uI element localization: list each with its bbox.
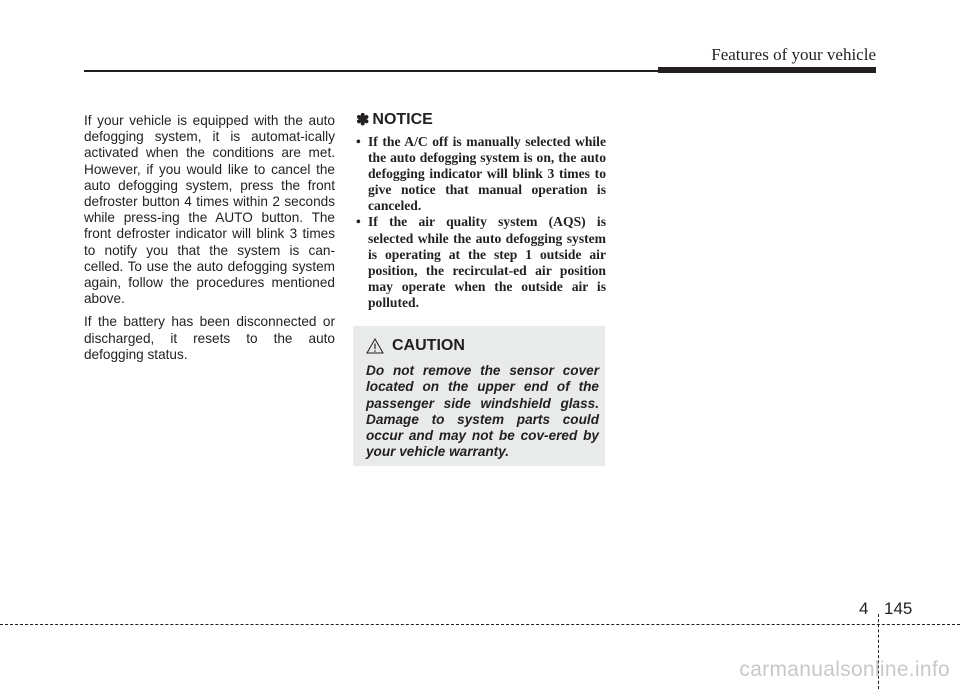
body-paragraph: If the battery has been disconnected or discharged, it resets to the auto defogging status. xyxy=(84,314,335,362)
notice-star-icon: ✽ xyxy=(356,112,370,129)
caution-title: CAUTION xyxy=(392,337,465,354)
notice-section xyxy=(356,110,606,311)
section-title: Features of your vehicle xyxy=(711,45,876,64)
notice-item xyxy=(356,214,606,311)
bullet-icon: • xyxy=(356,134,361,149)
warning-triangle-icon xyxy=(366,338,384,354)
watermark: carmanualsonline.info xyxy=(739,658,950,681)
notice-item-text: If the A/C off is manually selected while the auto defogging system is on, the auto defogging indicator will blink 3 times to give notice that manual operation is canceled. xyxy=(368,134,606,214)
chapter-number: 4 xyxy=(859,599,869,618)
notice-item xyxy=(356,134,606,214)
header-rule-accent xyxy=(658,67,876,73)
caution-box xyxy=(353,326,605,466)
notice-item-text: If the air quality system (AQS) is selected while the auto defogging system is operating at the step 1 outside air position, the recirculat-ed air position may operate when the outside air is polluted. xyxy=(368,214,606,310)
page-number: 145 xyxy=(884,599,913,618)
caution-heading xyxy=(366,334,599,358)
notice-list xyxy=(356,134,606,311)
notice-heading xyxy=(356,110,606,130)
body-paragraph: If your vehicle is equipped with the auto defogging system, it is automat-ically activated when the conditions are met. However, if you would like to cancel the auto defogging system, press the front defroster button 4 times within 2 seconds while press-ing the AUTO button. The front defroster indicator will blink 3 times to notify you that the system is can-celled. To use the auto defogging system again, follow the procedures mentioned above. xyxy=(84,113,335,307)
bullet-icon: • xyxy=(356,214,361,230)
caution-text: Do not remove the sensor cover located on the upper end of the passenger side windshield glass. Damage to system parts could occur and may not be cov-ered by your vehicle warranty. xyxy=(366,363,599,460)
notice-title: NOTICE xyxy=(372,111,433,128)
body-text-column xyxy=(84,113,335,370)
footer-rule xyxy=(0,624,960,625)
